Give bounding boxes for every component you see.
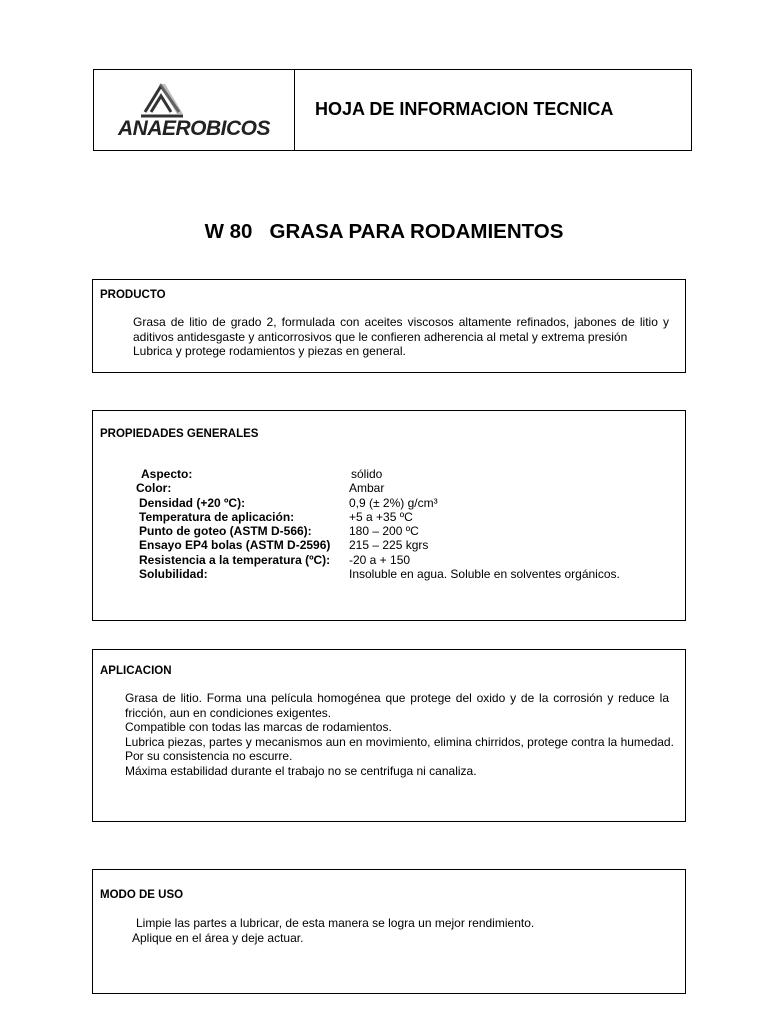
property-value: Ambar	[349, 481, 385, 496]
property-value: Insoluble en agua. Soluble en solventes orgánicos.	[349, 567, 620, 582]
producto-text	[133, 315, 669, 359]
property-label: Punto de goteo (ASTM D-566):	[139, 524, 312, 539]
property-row	[139, 538, 659, 552]
text-line: Aplique en el área y deje actuar.	[132, 930, 304, 945]
property-label: Aspecto:	[141, 467, 193, 481]
property-row	[139, 496, 659, 510]
text-line: Compatible con todas las marcas de rodamientos.	[125, 720, 392, 734]
property-row	[139, 467, 659, 481]
section-modo-de-uso	[92, 869, 686, 994]
property-label: Solubilidad:	[139, 567, 208, 582]
section-propiedades	[92, 410, 686, 621]
property-row	[139, 553, 659, 567]
property-value: 215 – 225 kgrs	[349, 538, 429, 553]
text-line: Por su consistencia no escurre.	[125, 749, 293, 763]
section-producto	[92, 279, 686, 373]
modo-uso-text	[132, 916, 672, 945]
property-label: Temperatura de aplicación:	[139, 509, 295, 524]
property-value: +5 a +35 ºC	[349, 509, 413, 524]
property-label: Ensayo EP4 bolas (ASTM D-2596)	[139, 538, 331, 553]
property-label: Color:	[136, 481, 172, 496]
section-title: PRODUCTO	[100, 289, 166, 301]
section-title: PROPIEDADES GENERALES	[100, 428, 259, 440]
section-aplicacion	[92, 649, 686, 822]
text-line: Grasa de litio. Forma una película homogénea que protege del oxido y de la corrosión y reduce la	[125, 691, 669, 705]
section-title: MODO DE USO	[100, 889, 184, 901]
text-line: Grasa de litio de grado 2, formulada con aceites viscosos altamente refinados, jabones de litio y	[133, 315, 669, 329]
section-title: APLICACION	[100, 665, 172, 677]
property-label: Densidad (+20 ºC):	[139, 495, 246, 510]
property-label: Resistencia a la temperatura (ºC):	[139, 552, 331, 567]
property-value: 0,9 (± 2%) g/cm³	[349, 495, 438, 510]
document-title: W 80 GRASA PARA RODAMIENTOS	[204, 220, 564, 243]
property-value: sólido	[351, 467, 383, 481]
text-line: aditivos antidesgaste y anticorrosivos que le confieren adherencia al metal y extrema presión	[133, 329, 628, 344]
property-row	[139, 510, 659, 524]
header-box	[93, 69, 692, 151]
text-line: fricción, aun en condiciones exigentes.	[125, 705, 332, 720]
property-row	[136, 481, 659, 496]
text-line: Máxima estabilidad durante el trabajo no se centrifuga ni canaliza.	[125, 763, 477, 778]
header-title: HOJA DE INFORMACION TECNICA	[315, 99, 614, 119]
anaerobicos-logo-icon	[137, 82, 187, 120]
aplicacion-text	[125, 691, 674, 778]
text-line: Lubrica piezas, partes y mecanismos aun en movimiento, elimina chirridos, protege contra la humedad.	[125, 734, 674, 749]
text-line: Lubrica y protege rodamientos y piezas en general.	[133, 344, 406, 358]
properties-table	[136, 467, 659, 582]
text-line: Limpie las partes a lubricar, de esta manera se logra un mejor rendimiento.	[136, 916, 535, 930]
logo-text: ANAEROBICOS	[118, 117, 271, 140]
property-value: 180 – 200 ºC	[349, 524, 419, 539]
property-row	[139, 567, 659, 581]
property-value: -20 a + 150	[349, 552, 411, 567]
logo-cell	[94, 70, 295, 150]
property-row	[139, 524, 659, 538]
